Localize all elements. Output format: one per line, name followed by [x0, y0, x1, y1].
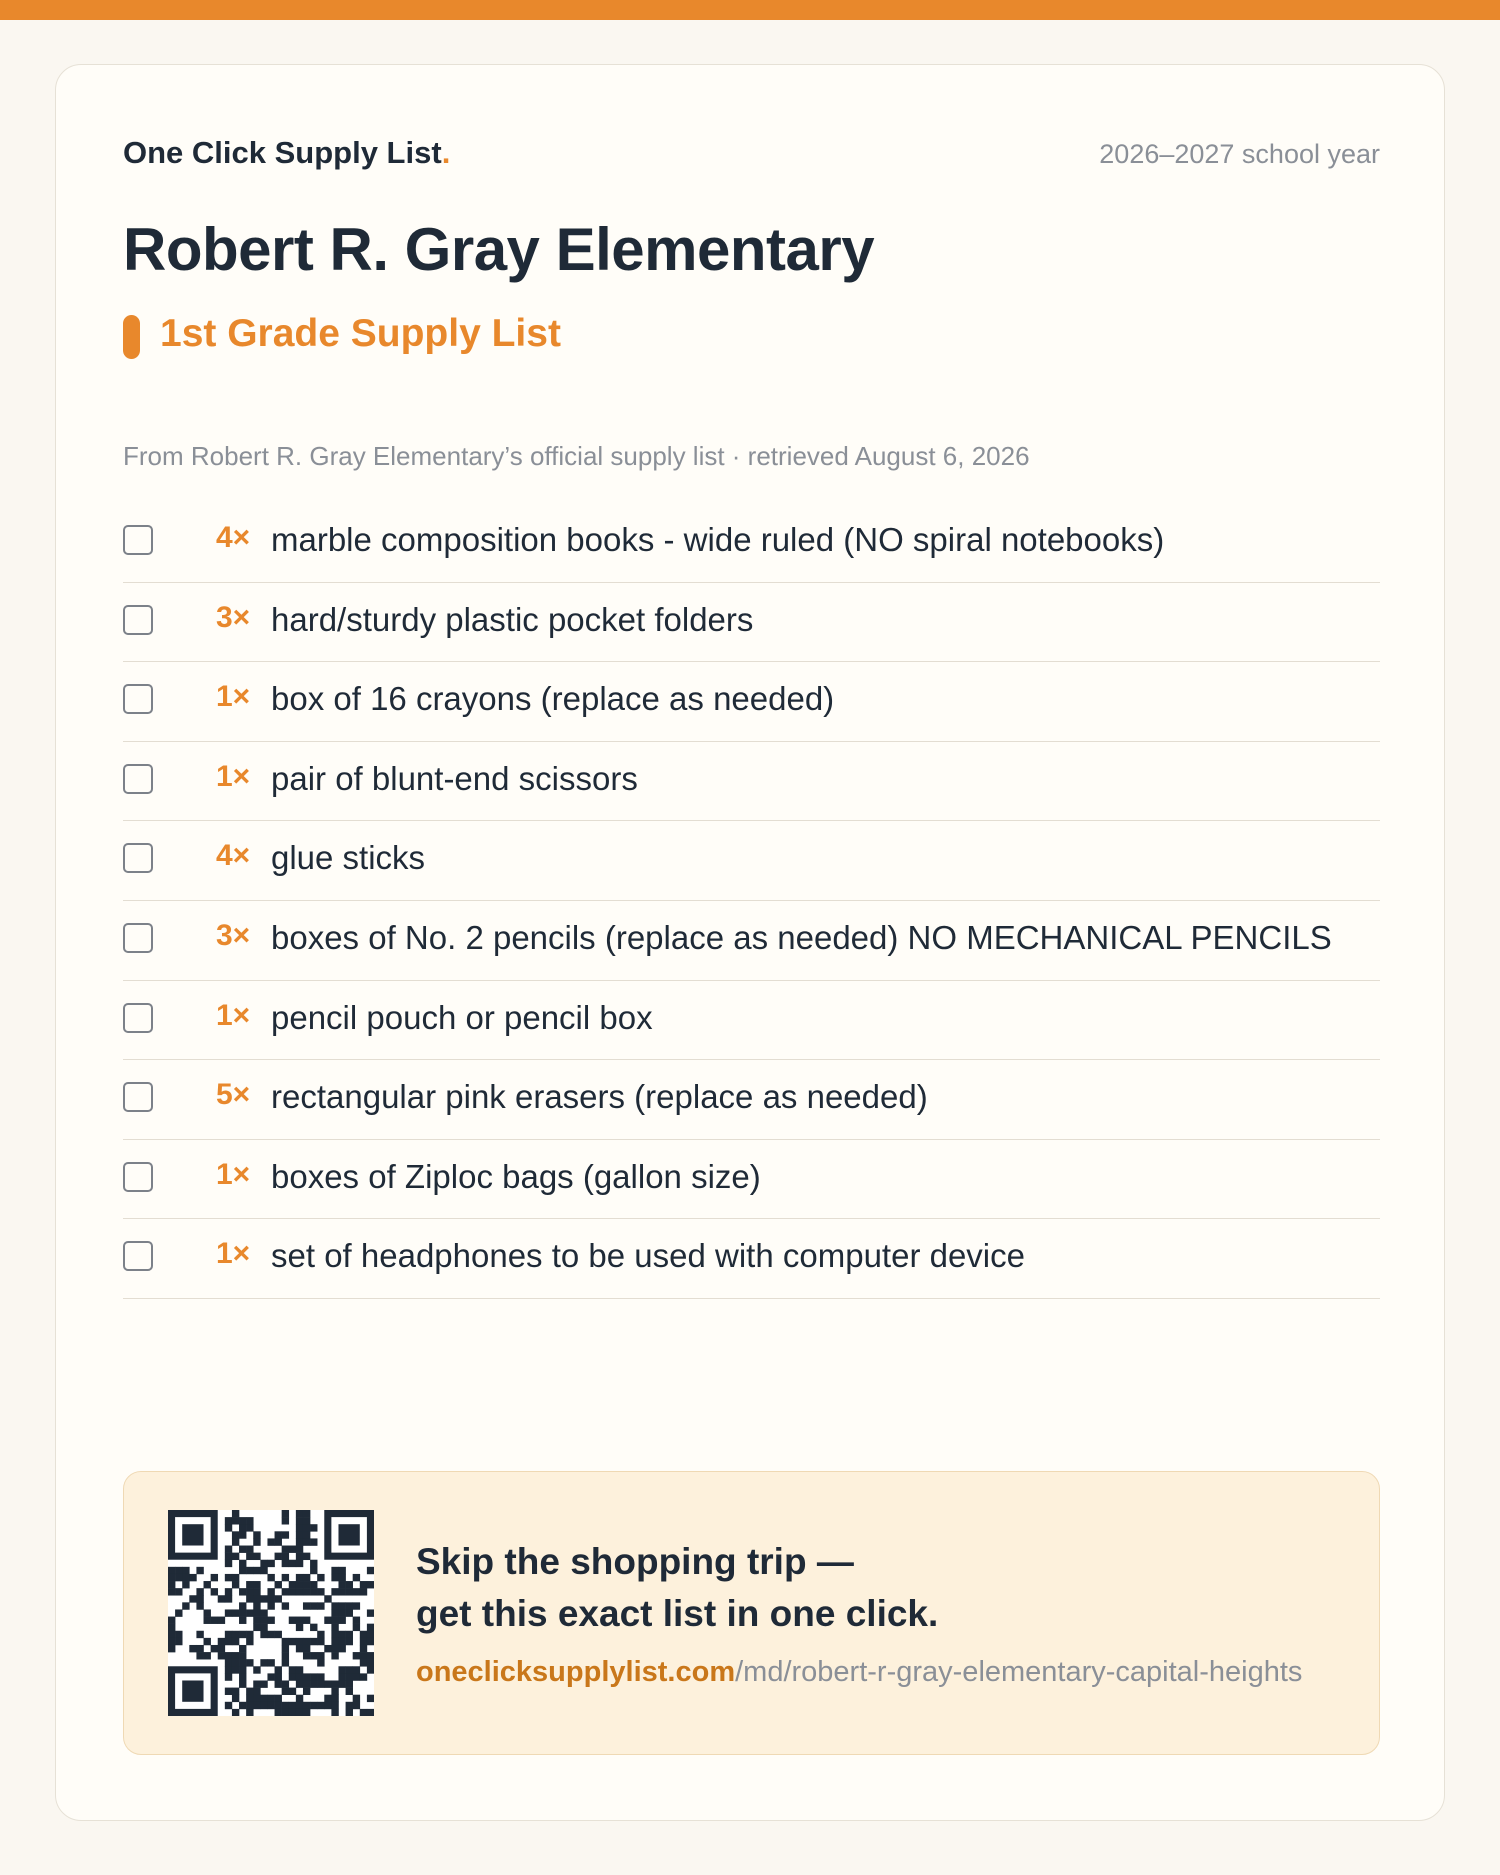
item-checkbox[interactable] [123, 605, 153, 635]
qr-code-icon[interactable] [168, 1510, 374, 1716]
card-content [123, 65, 1380, 1820]
promo-url-link[interactable] [416, 1656, 1302, 1689]
item-quantity: 1× [216, 1157, 251, 1191]
item-quantity: 3× [216, 600, 251, 634]
supply-item [123, 742, 1380, 822]
promo-box [123, 1471, 1380, 1755]
grade-title: 1st Grade Supply List [160, 312, 561, 355]
item-description: pair of blunt-end scissors [271, 759, 638, 797]
supply-item [123, 981, 1380, 1061]
supply-item [123, 503, 1380, 583]
url-domain: oneclicksupplylist.com [416, 1656, 736, 1688]
supply-item [123, 901, 1380, 981]
supply-item [123, 662, 1380, 742]
school-year: 2026–2027 school year [1099, 139, 1380, 169]
item-description: box of 16 crayons (replace as needed) [271, 680, 835, 718]
item-checkbox[interactable] [123, 1162, 153, 1192]
item-quantity: 3× [216, 918, 251, 952]
item-checkbox[interactable] [123, 764, 153, 794]
promo-headline-line2: get this exact list in one click. [416, 1593, 939, 1634]
top-accent-bar [0, 0, 1500, 20]
item-description: rectangular pink erasers (replace as needed) [271, 1078, 928, 1116]
promo-headline-line1: Skip the shopping trip — [416, 1541, 854, 1582]
source-line: From Robert R. Gray Elementary’s official supply list · retrieved August 6, 2026 [123, 441, 1030, 471]
item-quantity: 5× [216, 1078, 251, 1112]
item-quantity: 4× [216, 521, 251, 554]
item-description: boxes of No. 2 pencils (replace as needed) NO MECHANICAL PENCILS [271, 918, 1332, 956]
item-checkbox[interactable] [123, 843, 153, 873]
item-quantity: 1× [216, 1237, 251, 1271]
item-description: glue sticks [271, 839, 426, 877]
item-quantity: 1× [216, 680, 251, 714]
item-checkbox[interactable] [123, 1003, 153, 1033]
item-description: hard/sturdy plastic pocket folders [271, 600, 754, 638]
supply-item [123, 821, 1380, 901]
item-checkbox[interactable] [123, 684, 153, 714]
item-description: set of headphones to be used with computer device [271, 1237, 1025, 1275]
item-quantity: 1× [216, 998, 251, 1032]
supply-items-list [123, 503, 1380, 1299]
grade-accent-pill [123, 315, 140, 359]
supply-item [123, 1219, 1380, 1299]
item-checkbox[interactable] [123, 1241, 153, 1271]
item-quantity: 4× [216, 839, 251, 873]
promo-headline [416, 1536, 938, 1640]
item-description: marble composition books - wide ruled (NO spiral notebooks) [271, 521, 1165, 558]
grade-heading [123, 307, 1380, 357]
item-checkbox[interactable] [123, 923, 153, 953]
brand-dot: . [441, 135, 451, 170]
item-description: pencil pouch or pencil box [271, 998, 653, 1036]
brand-name: One Click Supply List [123, 135, 442, 170]
item-quantity: 1× [216, 759, 251, 793]
item-checkbox[interactable] [123, 525, 153, 555]
supply-item [123, 1060, 1380, 1140]
school-name: Robert R. Gray Elementary [123, 216, 875, 283]
item-checkbox[interactable] [123, 1082, 153, 1112]
item-description: boxes of Ziploc bags (gallon size) [271, 1157, 761, 1195]
card-header [123, 135, 1380, 175]
supply-item [123, 583, 1380, 663]
supply-item [123, 1140, 1380, 1220]
brand-logo[interactable] [123, 135, 450, 171]
url-path: /md/robert-r-gray-elementary-capital-heights [735, 1656, 1303, 1688]
supply-list-card [55, 64, 1445, 1821]
